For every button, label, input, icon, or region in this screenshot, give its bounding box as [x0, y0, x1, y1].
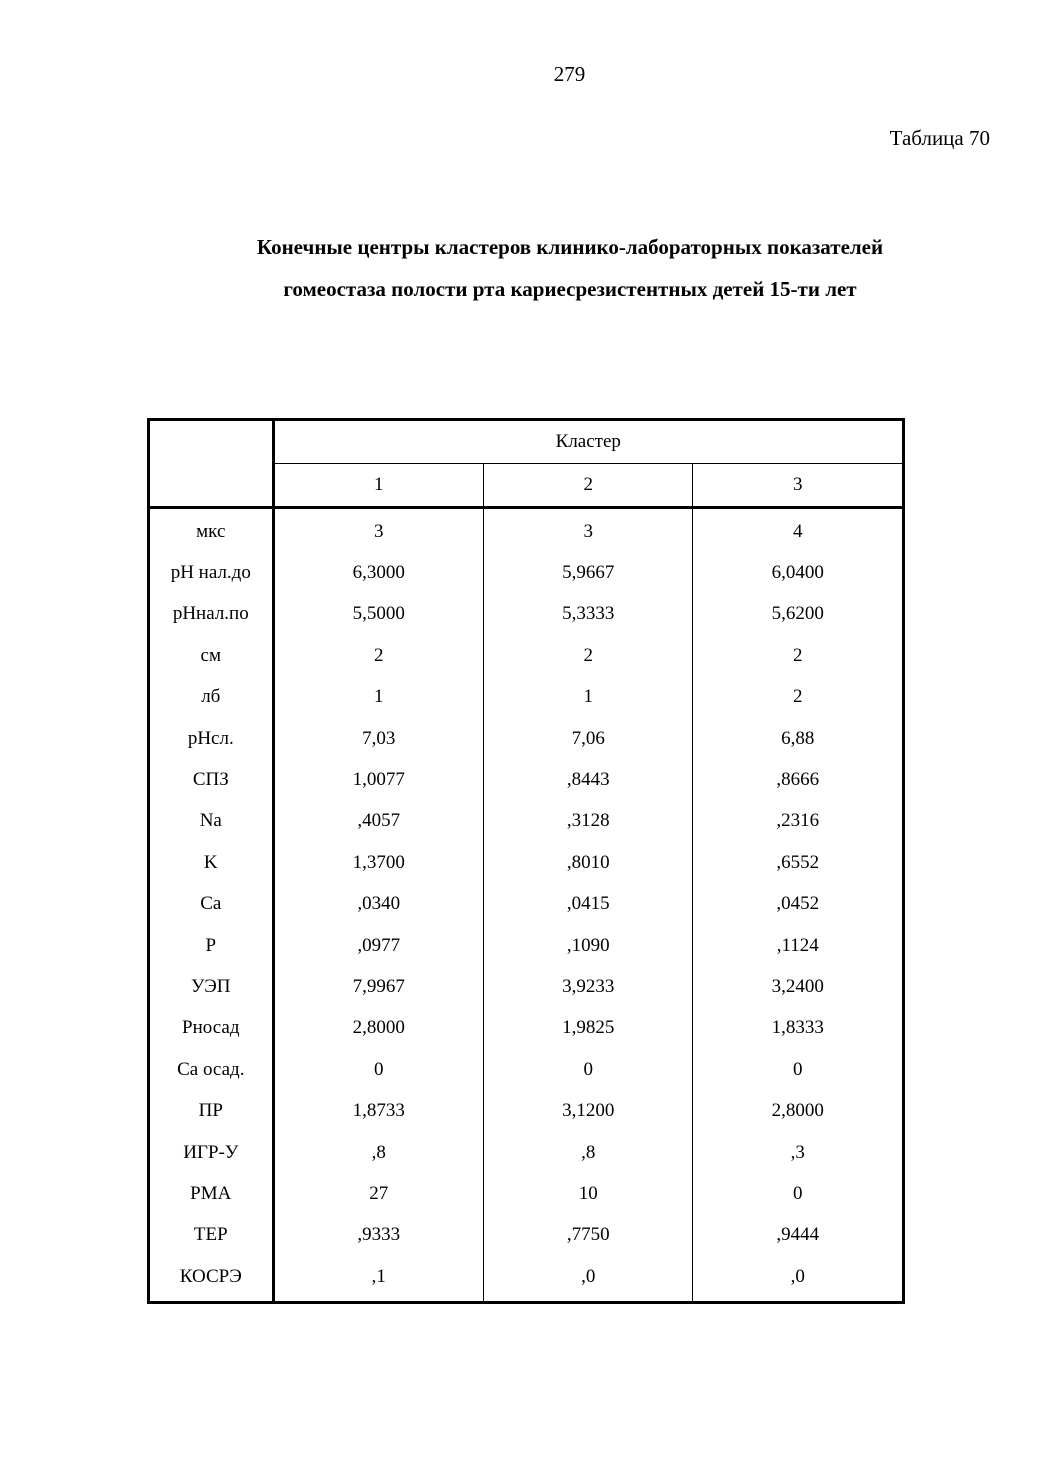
table-cell: ,0415 — [484, 884, 693, 925]
row-label: ТЕР — [149, 1215, 274, 1256]
table-cell: ,0340 — [273, 884, 483, 925]
row-label: pHнал.по — [149, 594, 274, 635]
table-cell: 1 — [484, 677, 693, 718]
table-cell: ,3128 — [484, 801, 693, 842]
table-cell: 2,8000 — [273, 1008, 483, 1049]
row-label: K — [149, 842, 274, 883]
table-row — [149, 759, 904, 800]
table-cell: 7,06 — [484, 718, 693, 759]
row-label: pH нал.до — [149, 552, 274, 593]
table-corner-cell — [149, 420, 274, 508]
row-label: ПР — [149, 1090, 274, 1131]
table-cell: 6,88 — [781, 727, 815, 749]
table-cell: ,8010 — [484, 842, 693, 883]
row-label: КОСРЭ — [149, 1256, 274, 1303]
title-line-2: гомеостаза полости рта кариесрезистентных детей 15-ти лет — [283, 277, 857, 301]
table-cell: ,9333 — [273, 1215, 483, 1256]
table-cell: 1,0077 — [273, 759, 483, 800]
table-row — [149, 1132, 904, 1173]
table-row — [149, 552, 904, 593]
row-label: УЭП — [149, 966, 274, 1007]
table-cell: ,0 — [790, 1265, 805, 1287]
table-cell: 0 — [792, 1182, 803, 1204]
table-row — [149, 1215, 904, 1256]
table-cell: 2,8000 — [771, 1100, 824, 1122]
table-row — [149, 1256, 904, 1303]
row-label: Na — [149, 801, 274, 842]
table-cell: 5,3333 — [484, 594, 693, 635]
table-cell: ,8666 — [776, 769, 820, 791]
table-cell: 7,03 — [273, 718, 483, 759]
table-row — [149, 925, 904, 966]
table-cell: ,8 — [484, 1132, 693, 1173]
column-header-1: 1 — [273, 464, 483, 508]
row-label: лб — [149, 677, 274, 718]
row-label: P — [149, 925, 274, 966]
table-row — [149, 718, 904, 759]
row-label: pHсл. — [149, 718, 274, 759]
row-label: СПЗ — [149, 759, 274, 800]
table-cell: 3,1200 — [484, 1090, 693, 1131]
table-row — [149, 1090, 904, 1131]
column-header-3: 3 — [693, 464, 904, 508]
document-title — [120, 226, 1020, 310]
table-cell: 0 — [273, 1049, 483, 1090]
table-cell: ,1 — [273, 1256, 483, 1303]
table-cell: ,9444 — [776, 1224, 820, 1246]
table-cell: ,8 — [273, 1132, 483, 1173]
table-cell: 2 — [792, 644, 803, 666]
row-label: мкс — [149, 508, 274, 553]
table-cell: 0 — [792, 1058, 803, 1080]
table-row — [149, 594, 904, 635]
table-cell: ,0977 — [273, 925, 483, 966]
table-cell: 1,8333 — [771, 1017, 824, 1039]
table-cell: 5,9667 — [484, 552, 693, 593]
table-cell: 3 — [484, 508, 693, 553]
table-cell: 1,8733 — [273, 1090, 483, 1131]
table-row — [149, 508, 904, 553]
table-label: Таблица 70 — [889, 126, 990, 150]
table-cell: ,7750 — [484, 1215, 693, 1256]
table-cell: 3,9233 — [484, 966, 693, 1007]
table-row — [149, 801, 904, 842]
table-cell: 27 — [273, 1173, 483, 1214]
row-label: Ca — [149, 884, 274, 925]
table-row — [149, 884, 904, 925]
table-cell: 10 — [484, 1173, 693, 1214]
table-cell: 1,3700 — [273, 842, 483, 883]
title-line-1: Конечные центры кластеров клинико-лабораторных показателей — [256, 235, 884, 259]
table-cell: 3,2400 — [771, 975, 824, 997]
table-cell: 0 — [484, 1049, 693, 1090]
table-cell: ,1124 — [776, 934, 819, 956]
table-row — [149, 635, 904, 676]
table-cell: 6,0400 — [771, 562, 824, 584]
table-cell: ,0 — [484, 1256, 693, 1303]
table-row — [149, 1049, 904, 1090]
table-cell: 1,9825 — [484, 1008, 693, 1049]
page-number: 279 — [553, 62, 586, 86]
table-cell: ,8443 — [484, 759, 693, 800]
table-cell: 6,3000 — [273, 552, 483, 593]
table-row — [149, 677, 904, 718]
table-cell: 2 — [273, 635, 483, 676]
table-cell: ,4057 — [273, 801, 483, 842]
table-row — [149, 1173, 904, 1214]
table-cell: 3 — [273, 508, 483, 553]
table-cell: 7,9967 — [273, 966, 483, 1007]
table-cell: 4 — [792, 520, 803, 542]
table-cell: 5,5000 — [273, 594, 483, 635]
table-body — [149, 508, 904, 1303]
table-cell: 1 — [273, 677, 483, 718]
column-header-2: 2 — [484, 464, 693, 508]
table-cell: ,1090 — [484, 925, 693, 966]
row-label: Pносад — [149, 1008, 274, 1049]
row-label: Ca осад. — [149, 1049, 274, 1090]
table-cell: 5,6200 — [771, 603, 824, 625]
cluster-group-header: Кластер — [273, 420, 903, 464]
table-cell: ,6552 — [776, 851, 820, 873]
table-cell: 2 — [484, 635, 693, 676]
row-label: ИГР-У — [149, 1132, 274, 1173]
table-row — [149, 966, 904, 1007]
table-row — [149, 1008, 904, 1049]
row-label: см — [149, 635, 274, 676]
cluster-centers-table — [147, 418, 905, 1304]
table-cell: 2 — [792, 686, 803, 708]
table-row — [149, 842, 904, 883]
table-cell: ,2316 — [776, 810, 820, 832]
row-label: PMA — [149, 1173, 274, 1214]
table-cell: ,3 — [790, 1141, 805, 1163]
table-cell: ,0452 — [776, 893, 820, 915]
